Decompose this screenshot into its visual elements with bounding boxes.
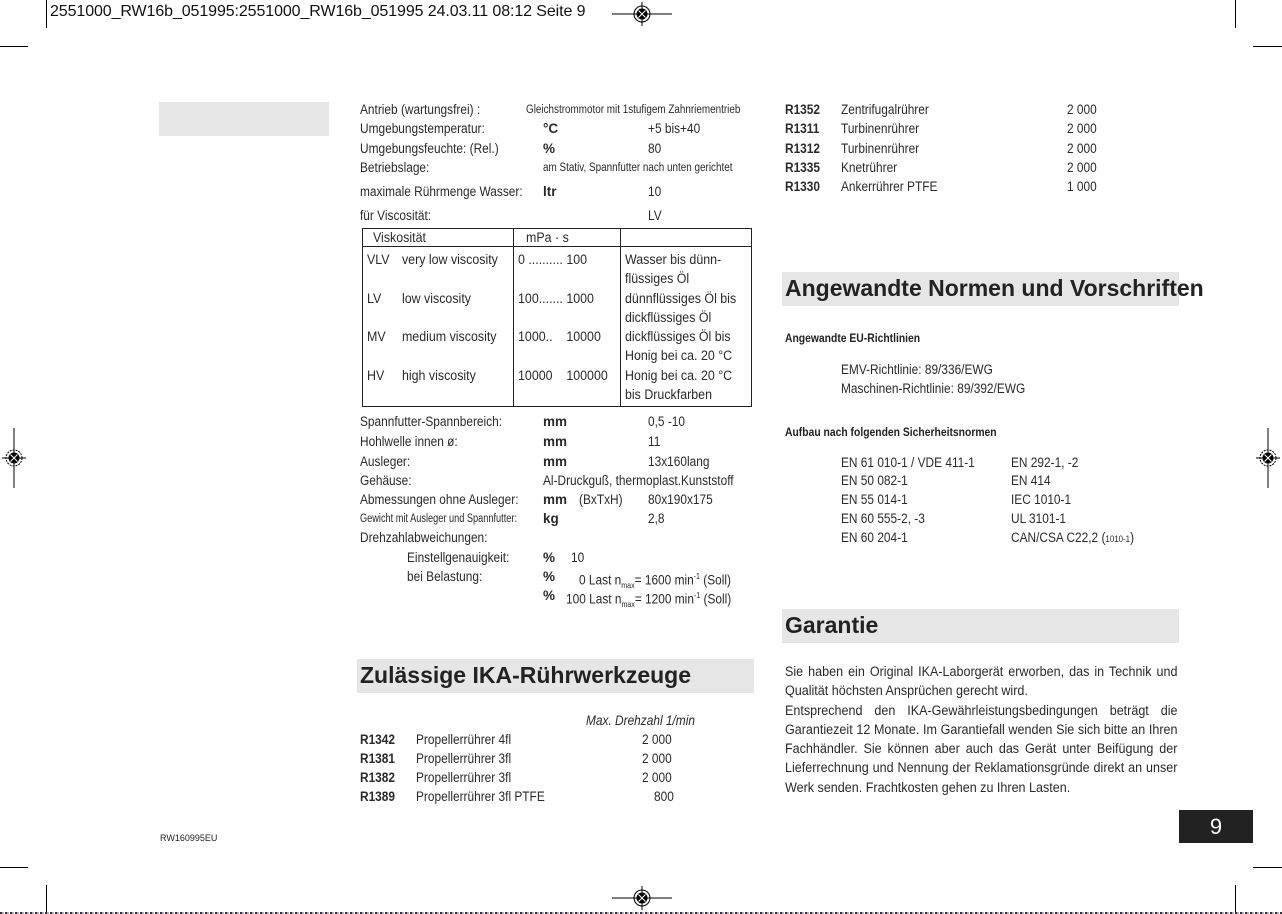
deviation-unit: % bbox=[543, 550, 556, 565]
crop-mark bbox=[46, 885, 47, 914]
tool-code: R1311 bbox=[785, 121, 820, 136]
tool-name: Turbinenrührer bbox=[841, 121, 920, 136]
viscosity-range: 10000 100000 bbox=[518, 367, 609, 383]
viscosity-range: 1000.. 10000 bbox=[518, 329, 602, 345]
spec-value: 80x190x175 bbox=[648, 492, 713, 507]
registration-mark-icon bbox=[612, 886, 672, 910]
deviation-value: 10 bbox=[571, 550, 585, 565]
deviation-load-text: 100 Last $n_{max}= 1200$ $\min^{-1}$ (Soll) bbox=[566, 591, 732, 610]
deviation-label: Einstellgenauigkeit: bbox=[407, 550, 510, 565]
spec-extra: (BxTxH) bbox=[579, 492, 623, 507]
tool-rpm: 2 000 bbox=[642, 732, 672, 747]
viscosity-name: low viscosity bbox=[401, 290, 471, 306]
spec-label: Betriebslage: bbox=[360, 160, 430, 175]
tool-name: Propellerrührer 3fl bbox=[416, 751, 512, 766]
spec-value: 80 bbox=[648, 141, 662, 156]
spec-unit: mm bbox=[543, 434, 568, 449]
spec-value: Gleichstrommotor mit 1stufigem Zahnriementrieb bbox=[526, 104, 741, 116]
tool-code: R1352 bbox=[785, 102, 821, 117]
page-number: 9 bbox=[1179, 810, 1253, 843]
spec-value: am Stativ, Spannfutter nach unten gerichtet bbox=[543, 162, 733, 174]
tool-name: Propellerrührer 3fl bbox=[416, 770, 512, 785]
tool-name: Zentrifugalrührer bbox=[841, 102, 929, 117]
crop-mark bbox=[1235, 0, 1236, 28]
safety-norm-item: EN 60 204-1 bbox=[841, 530, 908, 545]
safety-norm-item: EN 50 082-1 bbox=[841, 473, 908, 488]
deviation-load-text: 0 Last $n_{max}= 1600$ $\min^{-1}$ (Soll) bbox=[579, 572, 732, 591]
spec-value: +5 bis+40 bbox=[648, 121, 701, 136]
spec-value: 10 bbox=[648, 184, 662, 199]
spec-label: Hohlwelle innen ø: bbox=[360, 434, 458, 449]
column-header-max-rpm: Max. Drehzahl 1/min bbox=[586, 713, 695, 728]
safety-norm-item: EN 60 555-2, -3 bbox=[841, 511, 925, 526]
safety-norm-item: UL 3101-1 bbox=[1011, 511, 1067, 526]
eu-directive-item: Maschinen-Richtlinie: 89/392/EWG bbox=[841, 381, 1026, 396]
subheading-safety-norms: Aufbau nach folgenden Sicherheitsnormen bbox=[785, 427, 997, 439]
spec-label: Umgebungstemperatur: bbox=[360, 121, 485, 136]
tool-code: R1330 bbox=[785, 179, 821, 194]
spec-unit: kg bbox=[543, 511, 559, 526]
tool-name: Knetrührer bbox=[841, 160, 898, 175]
spec-unit: °C bbox=[543, 121, 559, 136]
deviation-unit: % bbox=[543, 588, 556, 603]
viscosity-table bbox=[362, 228, 752, 407]
safety-norm-item: EN 55 014-1 bbox=[841, 492, 908, 507]
column-header: mPa · s bbox=[526, 230, 570, 245]
spec-label: Antrieb (wartungsfrei) : bbox=[360, 102, 481, 117]
viscosity-description: Wasser bis dünn- flüssiges Öl bbox=[624, 252, 722, 287]
warranty-paragraph: Entsprechend den IKA-Gewährleistungsbedingungen beträgt die Garantiezeit 12 Monate. Im Garantiefall wenden Sie sich bitte an Ihren Fachhändler. Sie können aber auch das Gerät unter Beifügung der Lieferrechnung und Nennung der Reklamationsgründe direkt an unser Werk senden. Frachtkosten gehen zu Ihren Lasten. bbox=[785, 702, 1178, 795]
spec-value: LV bbox=[648, 208, 662, 223]
spec-label: maximale Rührmenge Wasser: bbox=[360, 184, 523, 199]
subheading-eu-directives: Angewandte EU-Richtlinien bbox=[785, 333, 921, 345]
table-header-row bbox=[363, 229, 752, 247]
table-row bbox=[363, 366, 752, 407]
spec-value: 0,5 -10 bbox=[648, 414, 685, 429]
crop-mark bbox=[1253, 46, 1282, 47]
table-row bbox=[363, 327, 752, 366]
eu-directive-item: EMV-Richtlinie: 89/336/EWG bbox=[841, 362, 993, 377]
spec-unit: % bbox=[543, 141, 556, 156]
tool-code: R1382 bbox=[360, 770, 396, 785]
spec-value: Al-Druckguß, thermoplast.Kunststoff bbox=[543, 473, 734, 488]
tool-code: R1335 bbox=[785, 160, 821, 175]
registration-mark-icon bbox=[612, 2, 672, 26]
tool-rpm: 2 000 bbox=[1067, 121, 1097, 136]
section-heading-tools: Zulässige IKA-Rührwerkzeuge bbox=[357, 659, 754, 693]
table-row bbox=[363, 289, 752, 328]
print-slug-line: 2551000_RW16b_051995:2551000_RW16b_051995 24.03.11 08:12 Seite 9 bbox=[50, 3, 586, 20]
tool-code: R1381 bbox=[360, 751, 396, 766]
section-label: Drehzahlabweichungen: bbox=[360, 530, 488, 545]
spec-label: Gehäuse: bbox=[360, 473, 412, 488]
viscosity-range: 100....... 1000 bbox=[518, 290, 595, 306]
crop-mark bbox=[1253, 867, 1282, 868]
viscosity-range: 0 .......... 100 bbox=[518, 252, 588, 267]
table-row bbox=[363, 247, 752, 289]
tool-rpm: 2 000 bbox=[1067, 102, 1097, 117]
safety-norm-item: EN 61 010-1 / VDE 411-1 bbox=[841, 455, 975, 470]
spec-unit: mm bbox=[543, 454, 568, 469]
warranty-paragraph: Sie haben ein Original IKA-Laborgerät erworben, das in Technik und Qualität höchsten Ansprüchen gerecht wird. bbox=[785, 664, 1178, 699]
tool-rpm: 800 bbox=[654, 789, 674, 804]
section-heading-warranty: Garantie bbox=[782, 609, 1179, 643]
document-id: RW160995EU bbox=[160, 833, 218, 843]
warranty-text bbox=[785, 662, 1177, 797]
tool-rpm: 2 000 bbox=[1067, 141, 1097, 156]
spec-value: 2,8 bbox=[648, 511, 665, 526]
safety-norm-item: IEC 1010-1 bbox=[1011, 492, 1072, 507]
margin-tab-block bbox=[159, 102, 329, 136]
viscosity-description: dickflüssiges Öl bis Honig bei ca. 20 °C bbox=[624, 329, 733, 364]
crop-mark bbox=[0, 867, 28, 868]
tool-rpm: 2 000 bbox=[642, 770, 672, 785]
tool-name: Propellerrührer 4fl bbox=[416, 732, 512, 747]
deviation-unit: % bbox=[543, 569, 556, 584]
viscosity-code: HV bbox=[367, 367, 385, 383]
spec-label: Abmessungen ohne Ausleger: bbox=[360, 492, 519, 507]
spec-label: Umgebungsfeuchte: (Rel.) bbox=[360, 141, 499, 156]
spec-unit: mm bbox=[543, 414, 568, 429]
spec-label: Ausleger: bbox=[360, 454, 411, 469]
viscosity-code: LV bbox=[367, 290, 382, 306]
crop-mark bbox=[46, 0, 47, 28]
tool-name: Turbinenrührer bbox=[841, 141, 920, 156]
registration-mark-icon bbox=[2, 428, 26, 488]
viscosity-code: VLV bbox=[367, 252, 390, 267]
safety-norm-item: EN 414 bbox=[1011, 473, 1051, 488]
viscosity-name: medium viscosity bbox=[401, 329, 497, 345]
spec-label: Spannfutter-Spannbereich: bbox=[360, 414, 503, 429]
tool-code: R1389 bbox=[360, 789, 396, 804]
registration-mark-icon bbox=[1256, 428, 1280, 488]
section-heading-norms: Angewandte Normen und Vorschriften bbox=[782, 272, 1179, 306]
tool-code: R1342 bbox=[360, 732, 396, 747]
tool-rpm: 2 000 bbox=[1067, 160, 1097, 175]
viscosity-name: high viscosity bbox=[401, 367, 476, 383]
viscosity-description: Honig bei ca. 20 °C bis Druckfarben bbox=[624, 367, 733, 403]
tool-name: Propellerrührer 3fl PTFE bbox=[416, 789, 545, 804]
viscosity-code: MV bbox=[367, 329, 386, 345]
tool-rpm: 1 000 bbox=[1067, 179, 1097, 194]
safety-norm-item: CAN/CSA C22,2 (1010-1) bbox=[1011, 530, 1135, 545]
spec-label: Gewicht mit Ausleger und Spannfutter: bbox=[360, 513, 517, 525]
crop-mark bbox=[1235, 885, 1236, 914]
spec-unit: ltr bbox=[543, 184, 557, 199]
spec-value: 11 bbox=[648, 434, 661, 449]
tool-name: Ankerrührer PTFE bbox=[841, 179, 938, 194]
tool-rpm: 2 000 bbox=[642, 751, 672, 766]
spec-label: für Viscosität: bbox=[360, 208, 432, 223]
viscosity-name: very low viscosity bbox=[401, 252, 498, 267]
spec-unit: mm bbox=[543, 492, 568, 507]
tool-code: R1312 bbox=[785, 141, 821, 156]
viscosity-description: dünnflüssiges Öl bis dickflüssiges Öl bbox=[624, 290, 737, 325]
spec-value: 13x160lang bbox=[648, 454, 710, 469]
crop-mark bbox=[0, 46, 28, 47]
deviation-label: bei Belastung: bbox=[407, 569, 483, 584]
column-header: Viskosität bbox=[373, 230, 426, 245]
safety-norm-item: EN 292-1, -2 bbox=[1011, 455, 1079, 470]
